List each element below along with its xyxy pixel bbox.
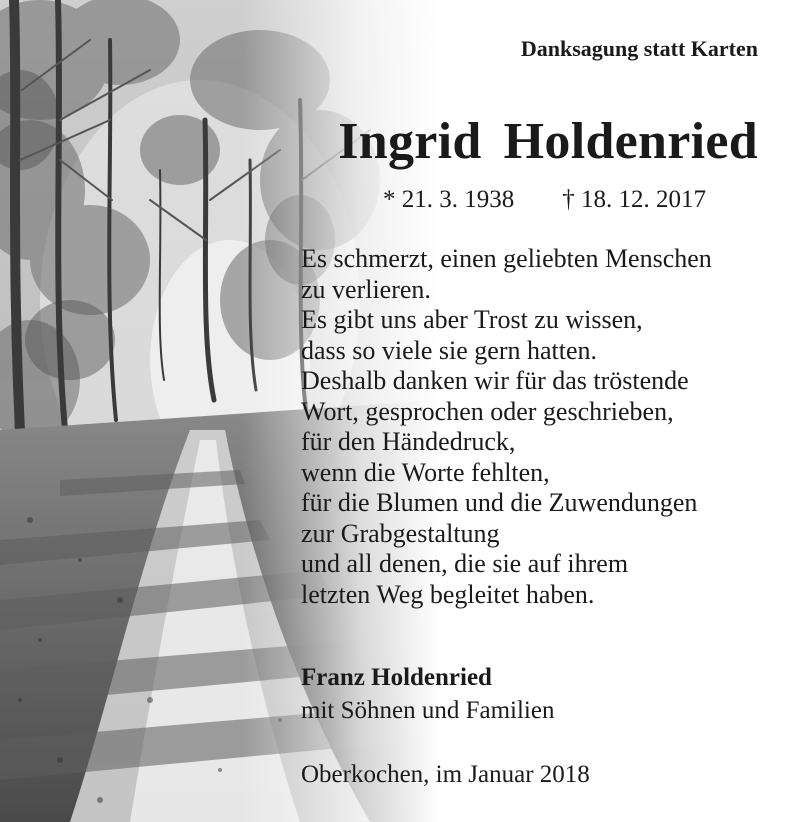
text-line: Es schmerzt, einen geliebten Menschen (301, 244, 712, 273)
text-line: wenn die Worte fehlten, (301, 457, 550, 487)
deceased-last-name: Holdenried (503, 113, 758, 170)
text-line: zu verlieren. (301, 274, 431, 304)
notice-heading: Danksagung statt Karten (520, 36, 758, 61)
gratitude-text (301, 244, 771, 610)
deceased-name (338, 112, 758, 171)
text-line: dass so viele sie gern hatten. (301, 335, 598, 365)
text-line: Wort, gesprochen oder geschrieben, (301, 396, 674, 426)
life-dates (383, 186, 706, 214)
text-line: für den Händedruck, (301, 427, 516, 456)
text-line: Es gibt uns aber Trost zu wissen, (301, 305, 643, 334)
signer-family: mit Söhnen und Familien (301, 697, 555, 724)
text-line: für die Blumen und die Zuwendungen (301, 488, 698, 517)
text-line: Deshalb danken wir für das tröstende (301, 366, 689, 395)
text-line: letzten Weg begleitet haben. (301, 579, 595, 609)
death-date: † 18. 12. 2017 (562, 186, 706, 213)
text-line: und all denen, die sie auf ihrem (301, 549, 629, 578)
signer-name: Franz Holdenried (301, 664, 492, 691)
deceased-first-name: Ingrid (338, 113, 482, 170)
birth-date: * 21. 3. 1938 (383, 186, 515, 213)
place-and-date: Oberkochen, im Januar 2018 (301, 761, 590, 788)
text-line: zur Grabgestaltung (301, 518, 500, 548)
